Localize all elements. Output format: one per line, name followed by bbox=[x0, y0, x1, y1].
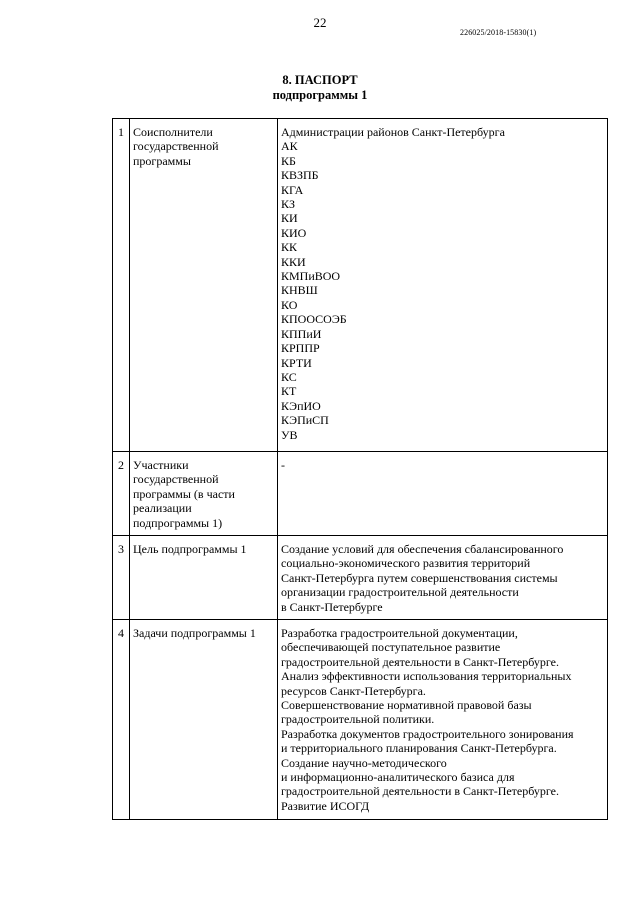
row-content-line: Развитие ИСОГД bbox=[281, 798, 370, 813]
row-content-line: Санкт-Петербурга путем совершенствования системы bbox=[281, 570, 558, 585]
row-content bbox=[278, 452, 608, 536]
row-content-line: и территориального планирования Санкт-Петербурга. bbox=[281, 741, 557, 756]
row-content-line: КК bbox=[281, 240, 298, 255]
row-label-line: государственной bbox=[133, 139, 219, 154]
row-content-line: Совершенствование нормативной правовой базы bbox=[281, 698, 532, 713]
row-content-line: ККИ bbox=[281, 254, 306, 269]
row-content-line: социально-экономического развития территорий bbox=[281, 556, 531, 571]
row-content-line: КРТИ bbox=[281, 355, 312, 370]
row-label-line: Соисполнители bbox=[133, 125, 213, 139]
row-content-line: КЗ bbox=[281, 197, 296, 212]
row-content-line: Администрации районов Санкт-Петербурга bbox=[281, 125, 505, 139]
row-number: 4 bbox=[113, 620, 130, 820]
row-label-line: подпрограммы 1) bbox=[133, 515, 223, 530]
row-content-line: Создание условий для обеспечения сбалансированного bbox=[281, 542, 564, 556]
row-content-line: КППиИ bbox=[281, 326, 322, 341]
row-number: 3 bbox=[113, 536, 130, 620]
passport-table-body bbox=[113, 119, 608, 820]
row-content bbox=[278, 536, 608, 620]
row-content-line: градостроительной деятельности в Санкт-Петербурге. bbox=[281, 784, 559, 799]
row-content-line: градостроительной политики. bbox=[281, 712, 435, 727]
row-content-line: КРППР bbox=[281, 341, 320, 356]
row-content-line: КМПиВОО bbox=[281, 269, 341, 284]
row-content-line: в Санкт-Петербурге bbox=[281, 599, 383, 614]
section-title bbox=[0, 73, 640, 103]
page-number: 22 bbox=[313, 15, 327, 30]
document-id: 226025/2018-15830(1) bbox=[460, 28, 537, 37]
row-content-line: КПООСОЭБ bbox=[281, 312, 347, 327]
row-content-line: КИО bbox=[281, 225, 307, 240]
table-row bbox=[113, 536, 608, 620]
row-content-line: КИ bbox=[281, 211, 298, 226]
row-content-line: АК bbox=[281, 139, 298, 154]
row-content-line: КБ bbox=[281, 153, 296, 168]
row-label bbox=[130, 452, 278, 536]
row-content-line: УВ bbox=[281, 427, 298, 442]
table-row bbox=[113, 119, 608, 452]
passport-table bbox=[112, 118, 608, 820]
table-row bbox=[113, 452, 608, 536]
row-content-line: ресурсов Санкт-Петербурга. bbox=[281, 683, 426, 698]
row-content-line: - bbox=[281, 458, 285, 472]
row-content-line: градостроительной деятельности в Санкт-Петербурге. bbox=[281, 654, 559, 669]
row-label-line: реализации bbox=[133, 501, 192, 516]
row-content-line: КС bbox=[281, 369, 297, 384]
row-number: 2 bbox=[113, 452, 130, 536]
row-content-line: Разработка документов градостроительного зонирования bbox=[281, 726, 574, 741]
row-content-line: КВЗПБ bbox=[281, 168, 319, 183]
row-content-line: и информационно-аналитического базиса для bbox=[281, 770, 515, 785]
row-content bbox=[278, 620, 608, 820]
row-content-line: Создание научно-методического bbox=[281, 755, 447, 770]
row-content-line: организации градостроительной деятельности bbox=[281, 585, 519, 600]
row-content-line: КНВШ bbox=[281, 283, 318, 298]
table-row bbox=[113, 620, 608, 820]
row-content-line: Разработка градостроительной документации, bbox=[281, 626, 518, 640]
row-label-line: Участники bbox=[133, 458, 189, 472]
row-content-line: КО bbox=[281, 297, 298, 312]
row-label bbox=[130, 119, 278, 452]
row-label-line: Цель подпрограммы 1 bbox=[133, 542, 247, 556]
row-content bbox=[278, 119, 608, 452]
row-number: 1 bbox=[113, 119, 130, 452]
row-content-line: КЭПиСП bbox=[281, 413, 329, 428]
row-label-line: Задачи подпрограммы 1 bbox=[133, 626, 256, 640]
row-content-line: КЭпИО bbox=[281, 398, 321, 413]
row-content-line: КГА bbox=[281, 182, 304, 197]
row-label bbox=[130, 536, 278, 620]
row-content-line: Анализ эффективности использования территориальных bbox=[281, 669, 572, 684]
row-label bbox=[130, 620, 278, 820]
row-label-line: программы bbox=[133, 153, 191, 168]
section-title-subheading: подпрограммы 1 bbox=[272, 88, 368, 102]
row-label-line: программы (в части bbox=[133, 486, 235, 501]
row-label-line: государственной bbox=[133, 472, 219, 487]
row-content-line: КТ bbox=[281, 384, 297, 399]
section-title-heading: 8. ПАСПОРТ bbox=[282, 73, 358, 87]
row-content-line: обеспечивающей поступательное развитие bbox=[281, 640, 501, 655]
